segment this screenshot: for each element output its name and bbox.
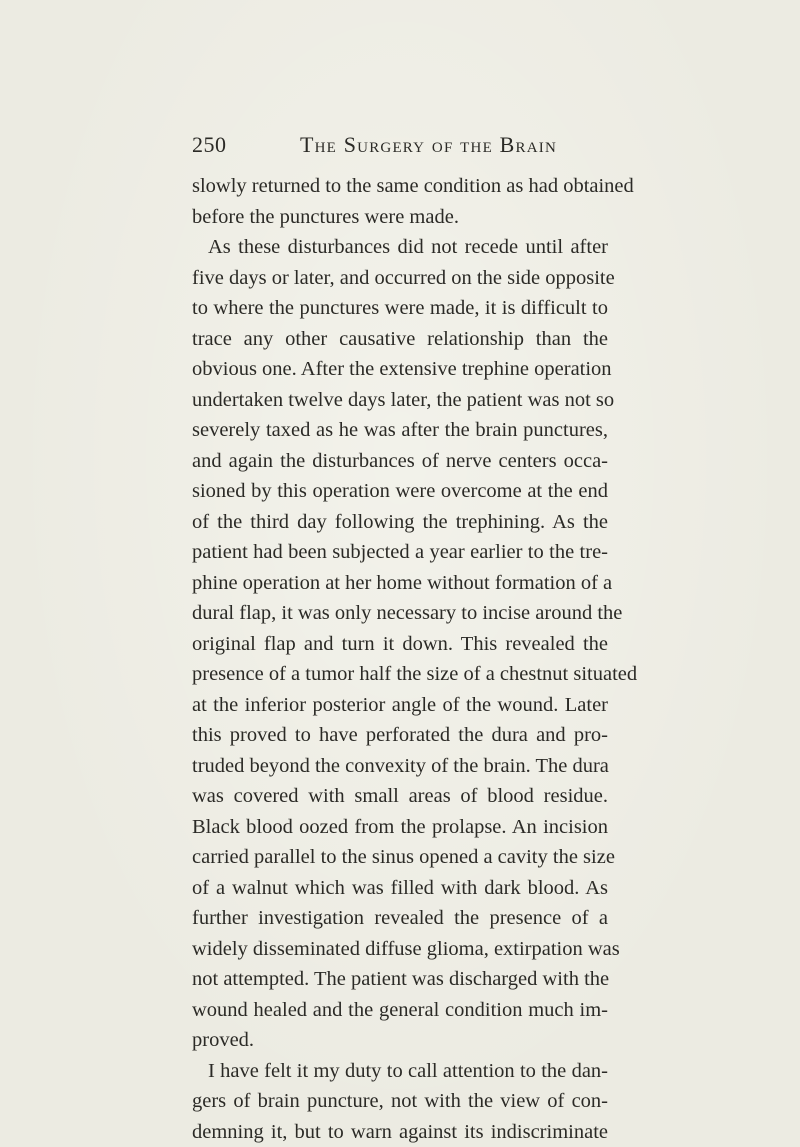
- text-line: dural flap, it was only necessary to incise around the: [192, 598, 608, 629]
- text-line: was covered with small areas of blood residue.: [192, 781, 608, 812]
- paragraph-first-line: I have felt it my duty to call attention to the dan-: [192, 1056, 608, 1087]
- text-line: this proved to have perforated the dura and pro-: [192, 720, 608, 751]
- text-line: undertaken twelve days later, the patient was not so: [192, 385, 608, 416]
- text-line: widely disseminated diffuse glioma, extirpation was: [192, 934, 608, 965]
- text-line: to where the punctures were made, it is difficult to: [192, 293, 608, 324]
- text-line: wound healed and the general condition much im-: [192, 995, 608, 1026]
- text-line: five days or later, and occurred on the side opposite: [192, 263, 608, 294]
- text-line: truded beyond the convexity of the brain. The dura: [192, 751, 608, 782]
- text-line: obvious one. After the extensive trephine operation: [192, 354, 608, 385]
- text-line: phine operation at her home without formation of a: [192, 568, 608, 599]
- text-line: and again the disturbances of nerve centers occa-: [192, 446, 608, 477]
- text-line: presence of a tumor half the size of a chestnut situated: [192, 659, 608, 690]
- page-number: 250: [192, 132, 227, 158]
- running-title: The Surgery of the Brain: [300, 132, 557, 158]
- text-line: before the punctures were made.: [192, 202, 608, 233]
- text-line: demning it, but to warn against its indiscriminate: [192, 1117, 608, 1147]
- text-line: further investigation revealed the presence of a: [192, 903, 608, 934]
- text-line: proved.: [192, 1025, 608, 1056]
- text-line: of the third day following the trephining. As the: [192, 507, 608, 538]
- text-line: patient had been subjected a year earlier to the tre-: [192, 537, 608, 568]
- text-line: of a walnut which was filled with dark blood. As: [192, 873, 608, 904]
- text-line: at the inferior posterior angle of the wound. Later: [192, 690, 608, 721]
- text-line: original flap and turn it down. This revealed the: [192, 629, 608, 660]
- text-line: not attempted. The patient was discharged with the: [192, 964, 608, 995]
- body-text: [192, 171, 608, 1147]
- text-line: trace any other causative relationship than the: [192, 324, 608, 355]
- text-line: sioned by this operation were overcome at the end: [192, 476, 608, 507]
- running-header: [192, 132, 552, 164]
- text-line: slowly returned to the same condition as had obtained: [192, 171, 608, 202]
- paragraph-first-line: As these disturbances did not recede until after: [192, 232, 608, 263]
- text-line: gers of brain puncture, not with the view of con-: [192, 1086, 608, 1117]
- text-line: severely taxed as he was after the brain punctures,: [192, 415, 608, 446]
- text-line: Black blood oozed from the prolapse. An incision: [192, 812, 608, 843]
- text-line: carried parallel to the sinus opened a cavity the size: [192, 842, 608, 873]
